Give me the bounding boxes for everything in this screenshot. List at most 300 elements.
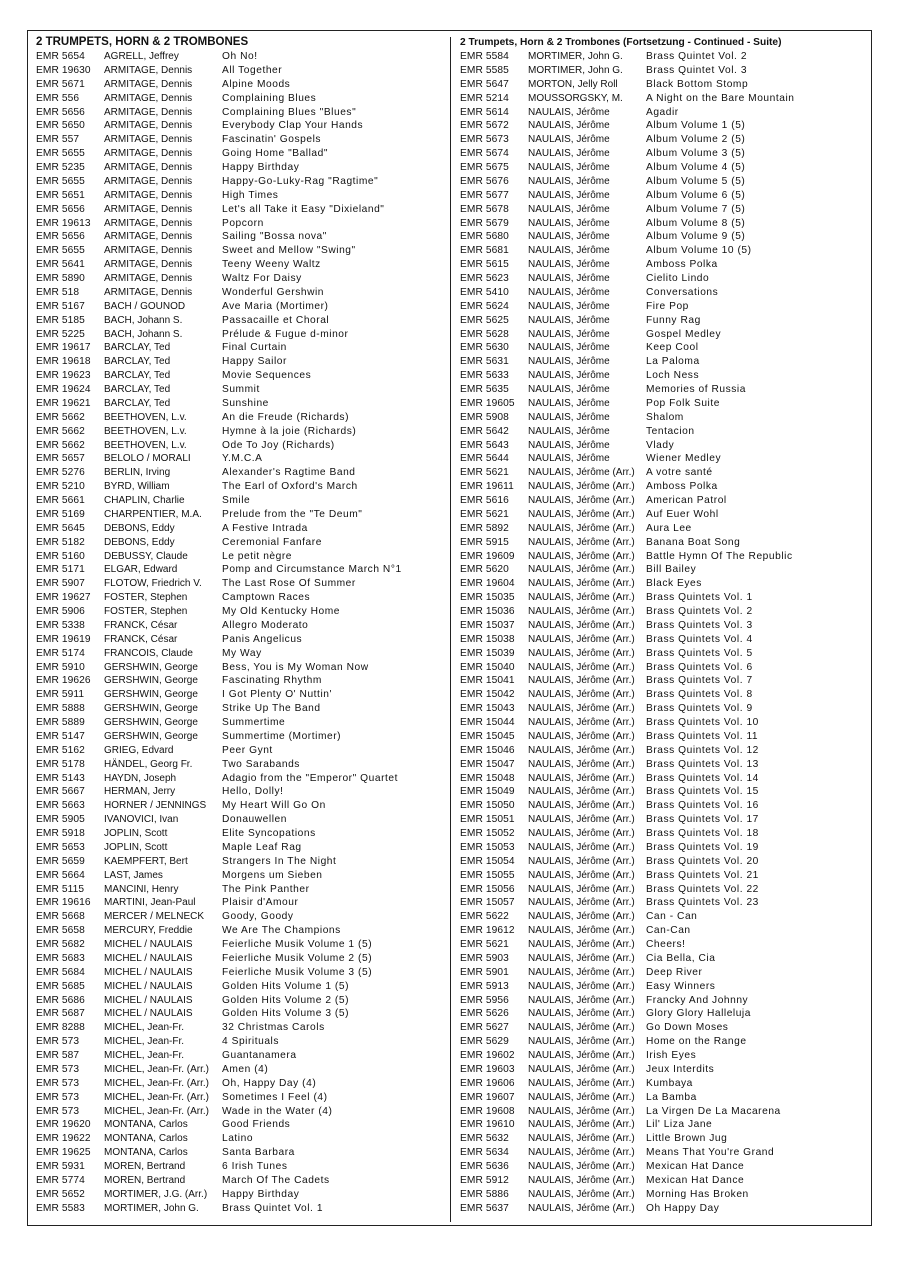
catalog-number: EMR 518 [36,286,80,298]
composer-name: NAULAIS, Jérôme [528,314,610,326]
work-title: Brass Quintets Vol. 1 [646,592,753,604]
work-title: Black Bottom Stomp [646,78,749,90]
catalog-number: EMR 5892 [460,522,509,534]
catalog-entry [36,328,448,342]
composer-name: BARCLAY, Ted [104,370,171,382]
catalog-number: EMR 5656 [36,203,85,215]
work-title: Brass Quintets Vol. 20 [646,855,759,867]
catalog-number: EMR 5629 [460,1036,509,1048]
catalog-entry [36,341,448,355]
composer-name: NAULAIS, Jérôme (Arr.) [528,897,635,909]
work-title: Complaining Blues "Blues" [222,106,357,118]
catalog-number: EMR 15054 [460,855,515,867]
composer-name: NAULAIS, Jérôme [528,134,610,146]
catalog-number: EMR 19626 [36,675,91,687]
composer-name: NAULAIS, Jérôme (Arr.) [528,925,635,937]
work-title: Brass Quintets Vol. 16 [646,800,759,812]
catalog-entry [460,702,870,716]
composer-name: NAULAIS, Jérôme (Arr.) [528,1063,635,1075]
catalog-number: EMR 19618 [36,356,91,368]
composer-name: FRANCK, César [104,633,178,645]
composer-name: ARMITAGE, Dennis [104,175,193,187]
catalog-entry [36,1118,448,1132]
catalog-entry [460,300,870,314]
composer-name: NAULAIS, Jérôme [528,286,610,298]
work-title: Brass Quintets Vol. 5 [646,647,753,659]
catalog-entry [36,619,448,633]
catalog-entry [36,563,448,577]
catalog-entry [36,716,448,730]
catalog-number: EMR 5625 [460,314,509,326]
work-title: Brass Quintets Vol. 6 [646,661,753,673]
composer-name: MORTIMER, John G. [104,1202,199,1214]
catalog-entry [36,633,448,647]
catalog-entry [460,494,870,508]
catalog-entry [36,910,448,924]
catalog-number: EMR 5774 [36,1174,85,1186]
work-title: Francky And Johnny [646,994,749,1006]
catalog-entry [460,466,870,480]
composer-name: NAULAIS, Jérôme [528,370,610,382]
composer-name: NAULAIS, Jérôme [528,203,610,215]
catalog-entry [36,688,448,702]
catalog-entry [460,508,870,522]
catalog-number: EMR 5645 [36,522,85,534]
catalog-entry [36,744,448,758]
work-title: Amen (4) [222,1063,269,1075]
composer-name: GRIEG, Edvard [104,744,174,756]
work-title: Hello, Dolly! [222,786,284,798]
work-title: High Times [222,189,279,201]
work-title: Battle Hymn Of The Republic [646,550,793,562]
catalog-number: EMR 5667 [36,786,85,798]
catalog-number: EMR 5664 [36,869,85,881]
catalog-entry [460,286,870,300]
catalog-number: EMR 573 [36,1091,80,1103]
catalog-entry [36,64,448,78]
catalog-number: EMR 5621 [460,939,509,950]
work-title: Album Volume 4 (5) [646,162,746,173]
catalog-number: EMR 19612 [460,925,515,937]
catalog-number: EMR 5655 [36,245,85,257]
catalog-entry [460,605,870,619]
work-title: Summit [222,384,260,395]
catalog-entry [36,383,448,397]
work-title: The Last Rose Of Summer [222,578,356,590]
work-title: Brass Quintets Vol. 10 [646,717,759,728]
work-title: Camptown Races [222,592,311,604]
composer-name: NAULAIS, Jérôme (Arr.) [528,1161,635,1172]
work-title: La Paloma [646,356,700,368]
catalog-number: EMR 5615 [460,259,509,271]
catalog-entry [36,300,448,314]
work-title: Sometimes I Feel (4) [222,1091,328,1103]
catalog-number: EMR 5642 [460,425,509,437]
catalog-number: EMR 5636 [460,1161,509,1172]
catalog-entry [460,563,870,577]
work-title: Brass Quintet Vol. 2 [646,51,748,62]
catalog-number: EMR 5635 [460,384,509,395]
catalog-number: EMR 5681 [460,245,509,257]
catalog-number: EMR 5626 [460,1008,509,1020]
composer-name: FRANCK, César [104,619,178,631]
work-title: Happy-Go-Luky-Rag "Ragtime" [222,175,379,187]
catalog-number: EMR 5652 [36,1188,85,1200]
work-title: Morning Has Broken [646,1188,749,1200]
work-title: Brass Quintets Vol. 23 [646,897,759,909]
catalog-number: EMR 5668 [36,911,85,923]
catalog-entry [36,896,448,910]
catalog-entry [36,217,448,231]
catalog-entry [460,785,870,799]
catalog-number: EMR 19602 [460,1050,515,1061]
composer-name: NAULAIS, Jérôme [528,217,610,229]
catalog-entry [36,966,448,980]
catalog-entry [460,425,870,439]
catalog-entry [460,869,870,883]
catalog-entry [460,1091,870,1105]
work-title: Let's all Take it Easy "Dixieland" [222,203,385,215]
work-title: Means That You're Grand [646,1147,775,1159]
catalog-entry [460,1146,870,1160]
catalog-entry [460,383,870,397]
catalog-number: EMR 5622 [460,911,509,923]
catalog-number: EMR 5682 [36,939,85,950]
composer-name: NAULAIS, Jérôme (Arr.) [528,952,635,964]
catalog-number: EMR 5276 [36,467,85,479]
catalog-entry [36,1063,448,1077]
work-title: Ceremonial Fanfare [222,536,322,548]
catalog-number: EMR 5684 [36,966,85,978]
catalog-entry [36,397,448,411]
catalog-entry [460,758,870,772]
work-title: Lil' Liza Jane [646,1119,713,1131]
catalog-number: EMR 5683 [36,952,85,964]
catalog-number: EMR 5661 [36,495,85,506]
work-title: Wonderful Gershwin [222,286,325,298]
catalog-entry [36,577,448,591]
catalog-entry [36,133,448,147]
composer-name: ARMITAGE, Dennis [104,203,193,215]
catalog-number: EMR 5906 [36,606,85,617]
composer-name: NAULAIS, Jérôme (Arr.) [528,772,635,784]
work-title: Brass Quintets Vol. 8 [646,689,753,701]
composer-name: NAULAIS, Jérôme [528,273,610,284]
composer-name: MICHEL, Jean-Fr. (Arr.) [104,1091,210,1103]
catalog-entry [36,758,448,772]
catalog-number: EMR 19610 [460,1119,515,1131]
work-title: Memories of Russia [646,384,746,395]
catalog-number: EMR 5171 [36,564,85,576]
work-title: Brass Quintets Vol. 17 [646,814,759,826]
composer-name: ELGAR, Edward [104,564,178,576]
work-title: Santa Barbara [222,1147,295,1159]
work-title: 6 Irish Tunes [222,1161,288,1172]
catalog-entry [36,106,448,120]
composer-name: BELOLO / MORALI [104,453,191,465]
composer-name: FOSTER, Stephen [104,592,188,604]
work-title: Ode To Joy (Richards) [222,439,335,451]
catalog-entry [36,369,448,383]
composer-name: NAULAIS, Jérôme (Arr.) [528,1188,635,1200]
catalog-entry [36,855,448,869]
catalog-number: EMR 5651 [36,189,85,201]
work-title: Prélude & Fugue d-minor [222,328,349,340]
catalog-entry [460,397,870,411]
composer-name: DEBONS, Eddy [104,522,175,534]
catalog-entry [36,161,448,175]
composer-name: ARMITAGE, Dennis [104,78,193,90]
composer-name: MICHEL / NAULAIS [104,952,193,964]
work-title: My Old Kentucky Home [222,606,341,617]
work-title: Prelude from the "Te Deum" [222,508,363,520]
catalog-number: EMR 5632 [460,1133,509,1145]
work-title: Pop Folk Suite [646,397,720,409]
catalog-entry [36,1021,448,1035]
catalog-number: EMR 5583 [36,1202,85,1214]
composer-name: NAULAIS, Jérôme (Arr.) [528,508,635,520]
composer-name: ARMITAGE, Dennis [104,106,193,118]
work-title: Smile [222,495,251,506]
section-heading: 2 TRUMPETS, HORN & 2 TROMBONES [36,36,249,48]
composer-name: BACH / GOUNOD [104,300,186,312]
work-title: Happy Birthday [222,1188,300,1200]
work-title: Popcorn [222,217,264,229]
composer-name: MOREN, Bertrand [104,1161,186,1172]
work-title: Complaining Blues [222,92,317,104]
work-title: Adagio from the "Emperor" Quartet [222,772,399,784]
work-title: Album Volume 3 (5) [646,148,746,160]
catalog-number: EMR 5672 [460,120,509,132]
composer-name: KAEMPFERT, Bert [104,855,188,867]
work-title: Brass Quintets Vol. 14 [646,772,759,784]
work-title: Ave Maria (Mortimer) [222,300,329,312]
catalog-entry [460,78,870,92]
composer-name: NAULAIS, Jérôme (Arr.) [528,1174,635,1186]
composer-name: NAULAIS, Jérôme (Arr.) [528,744,635,756]
catalog-entry [36,661,448,675]
work-title: Morgens um Sieben [222,869,323,881]
composer-name: MICHEL, Jean-Fr. (Arr.) [104,1077,210,1089]
catalog-number: EMR 5620 [460,564,509,576]
catalog-entry [36,1091,448,1105]
catalog-number: EMR 5889 [36,717,85,728]
composer-name: NAULAIS, Jérôme (Arr.) [528,1091,635,1103]
composer-name: NAULAIS, Jérôme (Arr.) [528,800,635,812]
catalog-number: EMR 5910 [36,661,85,673]
composer-name: MICHEL / NAULAIS [104,966,193,978]
catalog-number: EMR 573 [36,1077,80,1089]
catalog-entry [36,869,448,883]
work-title: Auf Euer Wohl [646,508,719,520]
catalog-entry [36,314,448,328]
work-title: Plaisir d'Amour [222,897,299,909]
catalog-number: EMR 573 [36,1063,80,1075]
work-title: Brass Quintet Vol. 1 [222,1202,324,1214]
catalog-number: EMR 5147 [36,730,85,742]
catalog-number: EMR 19622 [36,1133,91,1145]
work-title: Allegro Moderato [222,619,309,631]
composer-name: NAULAIS, Jérôme [528,300,610,312]
catalog-number: EMR 19607 [460,1091,515,1103]
work-title: Album Volume 10 (5) [646,245,752,257]
composer-name: NAULAIS, Jérôme [528,162,610,173]
composer-name: NAULAIS, Jérôme (Arr.) [528,578,635,590]
composer-name: GERSHWIN, George [104,717,198,728]
composer-name: ARMITAGE, Dennis [104,148,193,160]
catalog-entry [460,661,870,675]
work-title: March Of The Cadets [222,1174,330,1186]
composer-name: NAULAIS, Jérôme (Arr.) [528,758,635,770]
composer-name: NAULAIS, Jérôme (Arr.) [528,1147,635,1159]
catalog-entry [460,50,870,64]
composer-name: CHARPENTIER, M.A. [104,508,202,520]
catalog-number: EMR 5624 [460,300,509,312]
catalog-number: EMR 19621 [36,397,91,409]
catalog-entry [460,924,870,938]
catalog-entry [36,1007,448,1021]
catalog-number: EMR 19625 [36,1147,91,1159]
composer-name: NAULAIS, Jérôme [528,384,610,395]
composer-name: LAST, James [104,869,163,881]
catalog-number: EMR 5621 [460,508,509,520]
work-title: Home on the Range [646,1036,747,1048]
catalog-entry [36,175,448,189]
work-title: Feierliche Musik Volume 2 (5) [222,952,373,964]
catalog-number: EMR 5637 [460,1202,509,1214]
catalog-entry [36,78,448,92]
catalog-entry [460,591,870,605]
work-title: Aura Lee [646,522,692,534]
composer-name: NAULAIS, Jérôme [528,397,610,409]
catalog-entry [460,1063,870,1077]
work-title: Mexican Hat Dance [646,1174,745,1186]
catalog-entry [36,452,448,466]
composer-name: BACH, Johann S. [104,328,183,340]
catalog-number: EMR 19620 [36,1119,91,1131]
composer-name: ARMITAGE, Dennis [104,217,193,229]
catalog-number: EMR 5650 [36,120,85,132]
catalog-number: EMR 15044 [460,717,515,728]
catalog-entry [36,272,448,286]
catalog-entry [460,147,870,161]
catalog-entry [36,1049,448,1063]
catalog-entry [36,50,448,64]
catalog-entry [36,1105,448,1119]
catalog-number: EMR 15055 [460,869,515,881]
composer-name: NAULAIS, Jérôme (Arr.) [528,883,635,895]
composer-name: IVANOVICI, Ivan [104,814,179,826]
work-title: Oh, Happy Day (4) [222,1077,317,1089]
catalog-number: EMR 19603 [460,1063,515,1075]
catalog-number: EMR 5643 [460,439,509,451]
work-title: La Bamba [646,1091,697,1103]
catalog-number: EMR 19630 [36,64,91,76]
catalog-entry [36,466,448,480]
work-title: Y.M.C.A [222,453,263,465]
composer-name: NAULAIS, Jérôme [528,231,610,243]
catalog-number: EMR 15036 [460,606,515,617]
catalog-entry [36,411,448,425]
work-title: Brass Quintets Vol. 19 [646,841,759,853]
catalog-entry [36,92,448,106]
composer-name: NAULAIS, Jérôme (Arr.) [528,536,635,548]
catalog-number: EMR 5678 [460,203,509,215]
composer-name: ARMITAGE, Dennis [104,189,193,201]
catalog-number: EMR 15045 [460,730,515,742]
work-title: Summertime (Mortimer) [222,730,342,742]
catalog-entry [36,1132,448,1146]
catalog-number: EMR 5115 [36,883,85,895]
catalog-number: EMR 5676 [460,175,509,187]
catalog-entry [460,994,870,1008]
catalog-number: EMR 19611 [460,481,514,493]
composer-name: HERMAN, Jerry [104,786,176,798]
composer-name: NAULAIS, Jérôme (Arr.) [528,495,635,506]
catalog-entry [460,1188,870,1202]
catalog-number: EMR 15053 [460,841,515,853]
catalog-entry [36,924,448,938]
catalog-number: EMR 19617 [36,342,91,354]
catalog-number: EMR 587 [36,1050,80,1061]
work-title: Brass Quintets Vol. 3 [646,619,753,631]
work-title: Everybody Clap Your Hands [222,120,364,132]
work-title: Two Sarabands [222,758,300,770]
catalog-entry [36,591,448,605]
work-title: Kumbaya [646,1077,693,1089]
composer-name: NAULAIS, Jérôme (Arr.) [528,1077,635,1089]
work-title: Donauwellen [222,814,287,826]
catalog-entry [460,744,870,758]
catalog-number: EMR 5679 [460,217,509,229]
work-title: Cia Bella, Cia [646,952,716,964]
catalog-entry [460,341,870,355]
composer-name: NAULAIS, Jérôme [528,453,610,465]
composer-name: MORTIMER, John G. [528,64,623,76]
work-title: Keep Cool [646,342,699,354]
composer-name: NAULAIS, Jérôme (Arr.) [528,522,635,534]
catalog-number: EMR 5631 [460,356,509,368]
composer-name: FRANCOIS, Claude [104,647,193,659]
composer-name: NAULAIS, Jérôme (Arr.) [528,855,635,867]
composer-name: NAULAIS, Jérôme (Arr.) [528,814,635,826]
composer-name: NAULAIS, Jérôme (Arr.) [528,730,635,742]
composer-name: ARMITAGE, Dennis [104,259,193,271]
catalog-entry [460,896,870,910]
composer-name: MERCURY, Freddie [104,925,193,937]
work-title: Le petit nègre [222,550,293,562]
composer-name: NAULAIS, Jérôme (Arr.) [528,966,635,978]
composer-name: NAULAIS, Jérôme [528,439,610,451]
catalog-entry [460,674,870,688]
work-title: Golden Hits Volume 2 (5) [222,994,350,1006]
catalog-number: EMR 5627 [460,1022,509,1034]
composer-name: NAULAIS, Jérôme (Arr.) [528,481,635,493]
composer-name: NAULAIS, Jérôme (Arr.) [528,1036,635,1048]
catalog-entry [36,772,448,786]
work-title: Sunshine [222,397,269,409]
catalog-entry [36,1202,448,1216]
work-title: Movie Sequences [222,370,312,382]
catalog-entry [460,1132,870,1146]
work-title: Bess, You is My Woman Now [222,661,369,673]
work-title: Banana Boat Song [646,536,741,548]
work-title: Album Volume 1 (5) [646,120,746,132]
composer-name: MARTINI, Jean-Paul [104,897,196,909]
composer-name: MOREN, Bertrand [104,1174,186,1186]
work-title: Brass Quintets Vol. 12 [646,744,759,756]
catalog-number: EMR 5673 [460,134,509,146]
